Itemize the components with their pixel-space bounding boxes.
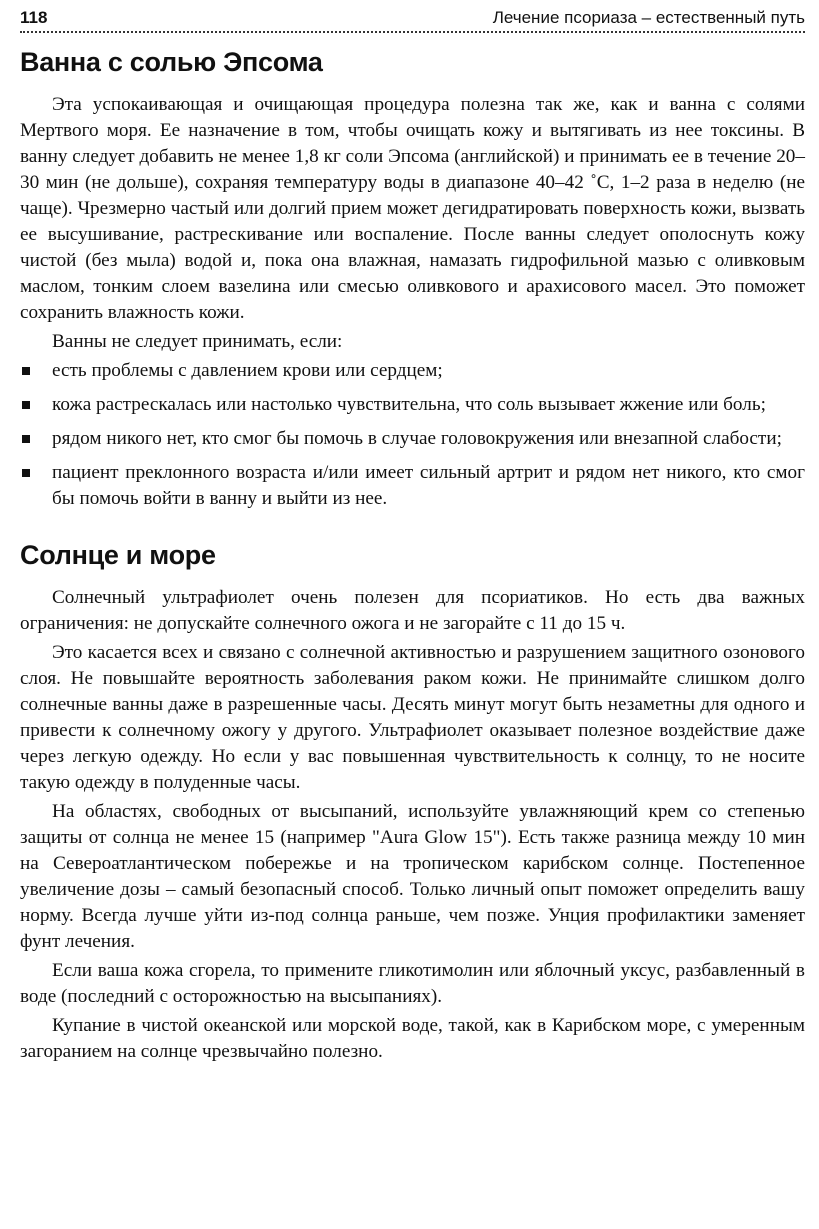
paragraph: Ванны не следует принимать, если:	[52, 331, 343, 352]
book-title: Лечение псориаза – естественный путь	[492, 8, 805, 27]
section-epsom-bath	[20, 47, 805, 512]
list-item	[20, 426, 805, 452]
list-item-text: есть проблемы с давлением крови или сердцем;	[52, 360, 443, 381]
list-item-text: кожа растрескалась или настолько чувствительна, что соль вызывает жжение или боль;	[52, 394, 766, 415]
contraindication-list	[20, 358, 805, 512]
section-heading-sun: Солнце и море	[20, 540, 216, 570]
list-item	[20, 460, 805, 512]
running-header	[20, 8, 805, 33]
list-item	[20, 392, 805, 418]
square-bullet-icon	[22, 469, 30, 477]
paragraph: Это касается всех и связано с солнечной активностью и разрушением защитного озонового слоя. Не повышайте вероятность заболевания раком кожи. Не принимайте слишком долго солнечные ванны даже в разрешенные часы. Десять минут могут быть незаметны для одного и привести к солнечному ожогу у другого. Ультрафиолет оказывает полезное воздействие даже через легкую одежду. Но если у вас повышенная чувствительность к солнцу, то не носите такую одежду в полуденные часы.	[20, 642, 805, 793]
square-bullet-icon	[22, 401, 30, 409]
square-bullet-icon	[22, 435, 30, 443]
page-number: 118	[20, 8, 48, 27]
paragraph: Эта успокаивающая и очищающая процедура полезна так же, как и ванна с солями Мертвого моря. Ее назначение в том, чтобы очищать кожу и вытягивать из нее токсины. В ванну следует добавить не менее 1,8 кг соли Эпсома (английской) и принимать ее в течение 20–30 мин (не дольше), сохраняя температуру воды в диапазоне 40–42 ˚С, 1–2 раза в неделю (не чаще). Чрезмерно частый или долгий прием может дегидратировать поверхность кожи, вызвать ее высушивание, растрескивание или воспаление. После ванны следует ополоснуть кожу чистой (без мыла) водой и, пока она влажная, намазать гидрофильной мазью с оливковым маслом, тонким слоем вазелина или смесью оливкового и арахисового масел. Это поможет сохранить влажность кожи.	[20, 94, 805, 323]
list-item	[20, 358, 805, 384]
list-item-text: пациент преклонного возраста и/или имеет сильный артрит и рядом нет никого, кто смог бы помочь войти в ванну и выйти из нее.	[52, 462, 805, 509]
paragraph: Если ваша кожа сгорела, то примените гликотимолин или яблочный уксус, разбавленный в воде (последний с осторожностью на высыпаниях).	[20, 960, 805, 1007]
paragraph: Купание в чистой океанской или морской воде, такой, как в Карибском море, с умеренным загоранием на солнце чрезвычайно полезно.	[20, 1015, 805, 1062]
paragraph: Солнечный ультрафиолет очень полезен для псориатиков. Но есть два важных ограничения: не допускайте солнечного ожога и не загорайте с 11 до 15 ч.	[20, 587, 805, 634]
section-sun-and-sea	[20, 540, 805, 1065]
list-item-text: рядом никого нет, кто смог бы помочь в случае головокружения или внезапной слабости;	[52, 428, 782, 449]
paragraph: На областях, свободных от высыпаний, используйте увлажняющий крем со степенью защиты от солнца не менее 15 (например "Aura Glow 15"). Есть также разница между 10 мин на Североатлантическом побережье и на тропическом карибском солнце. Постепенное увеличение дозы – самый безопасный способ. Только личный опыт поможет определить вашу норму. Всегда лучше уйти из-под солнца раньше, чем позже. Унция профилактики заменяет фунт лечения.	[20, 801, 805, 952]
section-heading-epsom: Ванна с солью Эпсома	[20, 47, 323, 77]
square-bullet-icon	[22, 367, 30, 375]
